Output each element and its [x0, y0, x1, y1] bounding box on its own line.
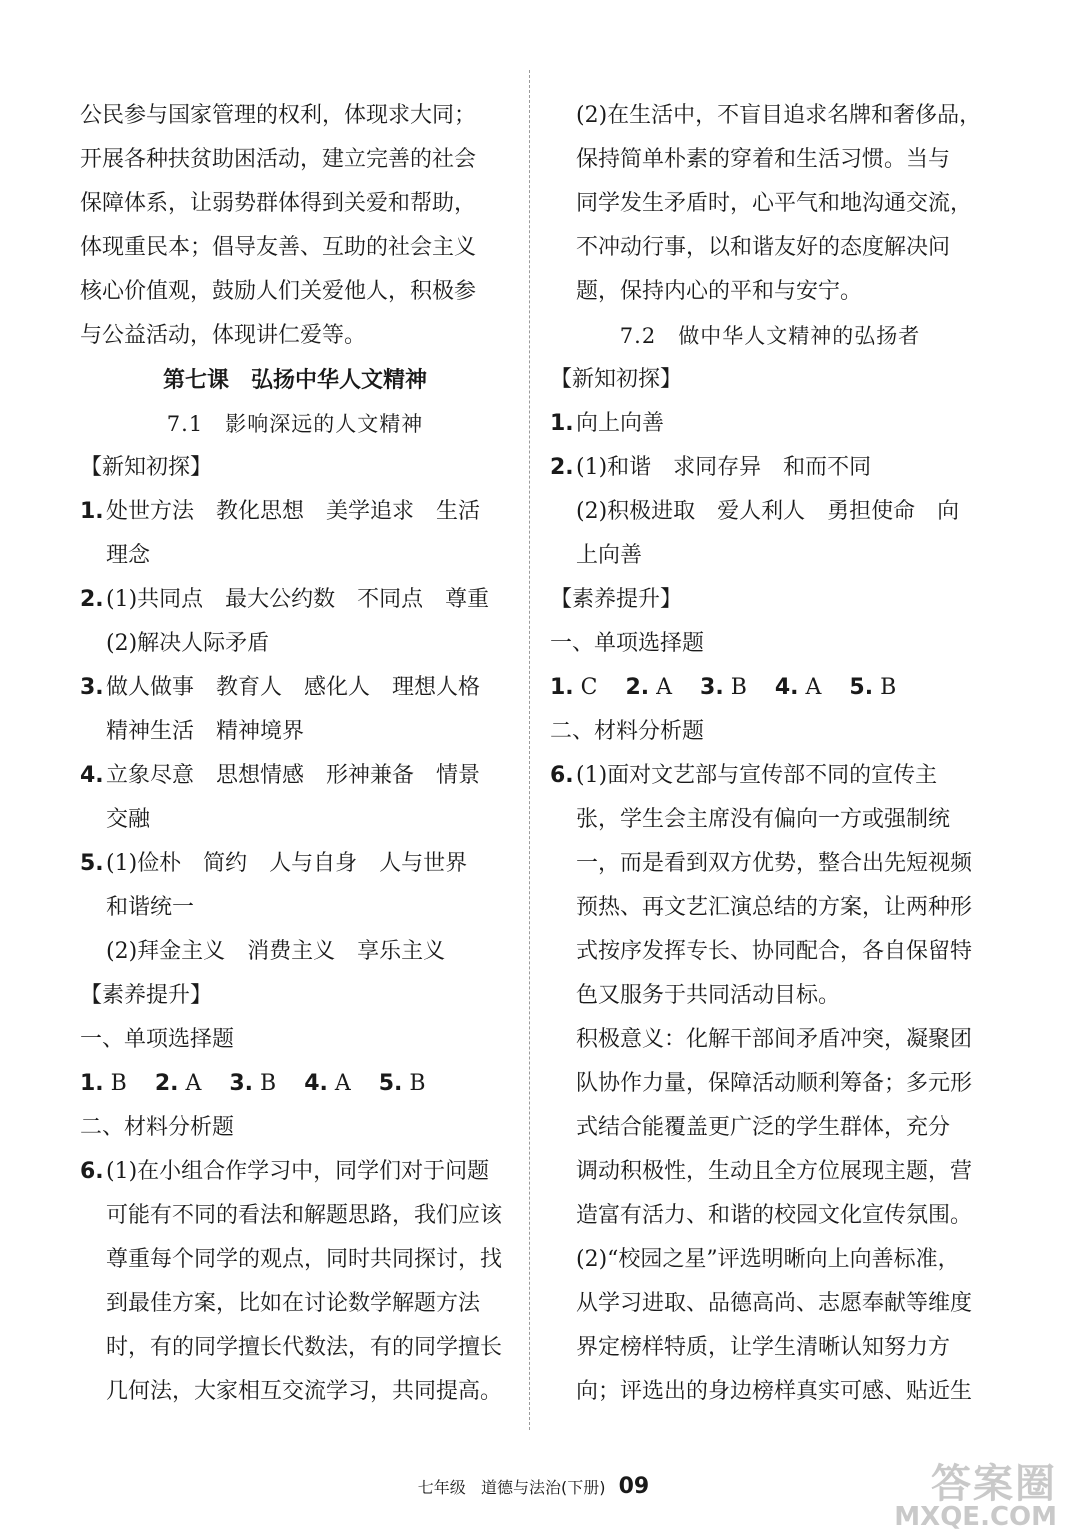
question-3 [80, 666, 510, 710]
intro-line: (2)在生活中，不盲目追求名牌和奢侈品， [576, 103, 982, 128]
answer-number: 5. [378, 1071, 403, 1096]
chapter-title: 第七课 弘扬中华人文精神 [162, 367, 427, 393]
question-number: 1. [80, 499, 104, 524]
answer-text: 式按序发挥专长、协同配合，各自保留特 [576, 939, 973, 964]
question-number: 5. [80, 851, 104, 876]
intro-line: 题，保持内心的平和与安宁。 [576, 279, 863, 304]
section-title: 7.2 做中华人文精神的弘扬者 [619, 324, 921, 348]
answer-text: 式结合能覆盖更广泛的学生群体，充分 [576, 1115, 951, 1140]
answer-number: 5. [849, 675, 874, 700]
question-number: 6. [550, 763, 574, 788]
answer-text: 时，有的同学擅长代数法，有的同学擅长 [106, 1335, 503, 1360]
answer-text: 界定榜样特质，让学生清晰认知努力方 [576, 1335, 951, 1360]
answer-number: 3. [229, 1071, 254, 1096]
answer-text: 一，而是看到双方优势，整合出先短视频 [576, 851, 973, 876]
literacy-heading: 【素养提升】 [80, 983, 213, 1008]
answer-text: 可能有不同的看法和解题思路，我们应该 [106, 1203, 503, 1228]
answer-text: 预热、再文艺汇演总结的方案，让两种形 [576, 895, 973, 920]
intro-line: 公民参与国家管理的权利，体现求大同； [80, 103, 477, 128]
right-column [550, 94, 990, 1414]
answer-text: 处世方法 教化思想 美学追求 生活 [106, 499, 481, 524]
answer-letter: A [334, 1071, 351, 1096]
intro-line: 同学发生矛盾时，心平气和地沟通交流， [576, 191, 973, 216]
intro-line: 保障体系，让弱势群体得到关爱和帮助， [80, 191, 477, 216]
question-number: 3. [80, 675, 104, 700]
answer-text: 队协作力量，保障活动顺利筹备；多元形 [576, 1071, 973, 1096]
answer-text: (1)俭朴 简约 人与自身 人与世界 [106, 851, 468, 876]
intro-line: 与公益活动，体现讲仁爱等。 [80, 323, 367, 348]
answer-letter: A [656, 675, 673, 700]
choice-answers [550, 666, 990, 710]
intro-line: 体现重民本；倡导友善、互助的社会主义 [80, 235, 477, 260]
answer-text: 向；评选出的身边榜样真实可感、贴近生 [576, 1379, 973, 1404]
question-2 [550, 446, 990, 490]
answer-text: 色又服务于共同活动目标。 [576, 983, 841, 1008]
answer-text: 精神生活 精神境界 [106, 719, 305, 744]
answer-number: 4. [304, 1071, 328, 1096]
section-title: 7.1 影响深远的人文精神 [166, 412, 424, 436]
question-6 [80, 1150, 510, 1194]
answer-text: 上向善 [576, 543, 643, 568]
answer-number: 1. [80, 1071, 104, 1096]
answer-text: 理念 [106, 543, 151, 568]
question-number: 6. [80, 1159, 104, 1184]
question-number: 2. [80, 587, 104, 612]
answer-text: (2)解决人际矛盾 [106, 631, 270, 656]
answer-text: 和谐统一 [106, 895, 195, 920]
answer-number: 4. [774, 675, 799, 700]
answer-text: 几何法，大家相互交流学习，共同提高。 [106, 1379, 503, 1404]
answer-text: (1)在小组合作学习中，同学们对于问题 [106, 1159, 490, 1184]
answer-number: 3. [700, 675, 724, 700]
answer-text: 积极意义：化解干部间矛盾冲突，凝聚团 [576, 1027, 973, 1052]
new-knowledge-heading: 【新知初探】 [80, 455, 213, 480]
answer-text: 立象尽意 思想情感 形神兼备 情景 [106, 763, 481, 788]
question-5 [80, 842, 510, 886]
answer-letter: A [185, 1071, 202, 1096]
answer-text: 做人做事 教育人 感化人 理想人格 [106, 675, 481, 700]
answer-text: 交融 [106, 807, 151, 832]
choice-answers [80, 1062, 510, 1106]
literacy-heading: 【素养提升】 [550, 587, 683, 612]
new-knowledge-heading: 【新知初探】 [550, 367, 683, 392]
left-column [80, 94, 510, 1414]
answer-text: 调动积极性，生动且全方位展现主题，营 [576, 1159, 973, 1184]
question-4 [80, 754, 510, 798]
question-number: 2. [550, 455, 574, 480]
intro-line: 开展各种扶贫助困活动，建立完善的社会 [80, 147, 477, 172]
footer-grade: 七年级 [417, 1478, 466, 1497]
question-6 [550, 754, 990, 798]
single-choice-heading: 一、单项选择题 [80, 1027, 235, 1052]
answer-letter: C [580, 675, 598, 700]
question-number: 4. [80, 763, 104, 788]
footer-subject: 道德与法治(下册) [481, 1478, 606, 1497]
intro-line: 保持简单朴素的穿着和生活习惯。当与 [576, 147, 951, 172]
answer-text: 向上向善 [576, 411, 665, 436]
answer-text: 到最佳方案，比如在讨论数学解题方法 [106, 1291, 481, 1316]
intro-line: 核心价值观，鼓励人们关爱他人，积极参 [80, 279, 477, 304]
page-number: 09 [618, 1474, 650, 1499]
answer-text: 尊重每个同学的观点，同时共同探讨，找 [106, 1247, 503, 1272]
watermark-text: 答案圈 [931, 1461, 1057, 1507]
answer-text: 从学习进取、品德高尚、志愿奉献等维度 [576, 1291, 973, 1316]
answer-letter: B [409, 1071, 426, 1096]
answer-text: 造富有活力、和谐的校园文化宣传氛围。 [576, 1203, 973, 1228]
answer-text: 张，学生会主席没有偏向一方或强制统 [576, 807, 951, 832]
watermark-url: MXQE.COM [894, 1502, 1057, 1532]
question-number: 1. [550, 411, 574, 436]
answer-letter: B [880, 675, 897, 700]
answer-text: (1)面对文艺部与宣传部不同的宣传主 [576, 763, 938, 788]
column-divider [529, 70, 530, 1430]
question-1 [80, 490, 510, 534]
answer-letter: B [260, 1071, 277, 1096]
question-1 [550, 402, 990, 446]
watermark-logo [894, 1461, 1057, 1532]
answer-text: (2)积极进取 爱人利人 勇担使命 向 [576, 499, 960, 524]
answer-number: 2. [625, 675, 650, 700]
answer-number: 2. [154, 1071, 179, 1096]
analysis-heading: 二、材料分析题 [80, 1115, 235, 1140]
answer-text: (2)“校园之星”评选明晰向上向善标准， [576, 1247, 960, 1272]
answer-text: (1)共同点 最大公约数 不同点 尊重 [106, 587, 490, 612]
answer-letter: A [805, 675, 822, 700]
question-2 [80, 578, 510, 622]
answer-letter: B [110, 1071, 127, 1096]
answer-number: 1. [550, 675, 574, 700]
analysis-heading: 二、材料分析题 [550, 719, 705, 744]
answer-text: (2)拜金主义 消费主义 享乐主义 [106, 939, 446, 964]
answer-text: (1)和谐 求同存异 和而不同 [576, 455, 872, 480]
intro-line: 不冲动行事，以和谐友好的态度解决问 [576, 235, 951, 260]
single-choice-heading: 一、单项选择题 [550, 631, 705, 656]
answer-letter: B [730, 675, 747, 700]
